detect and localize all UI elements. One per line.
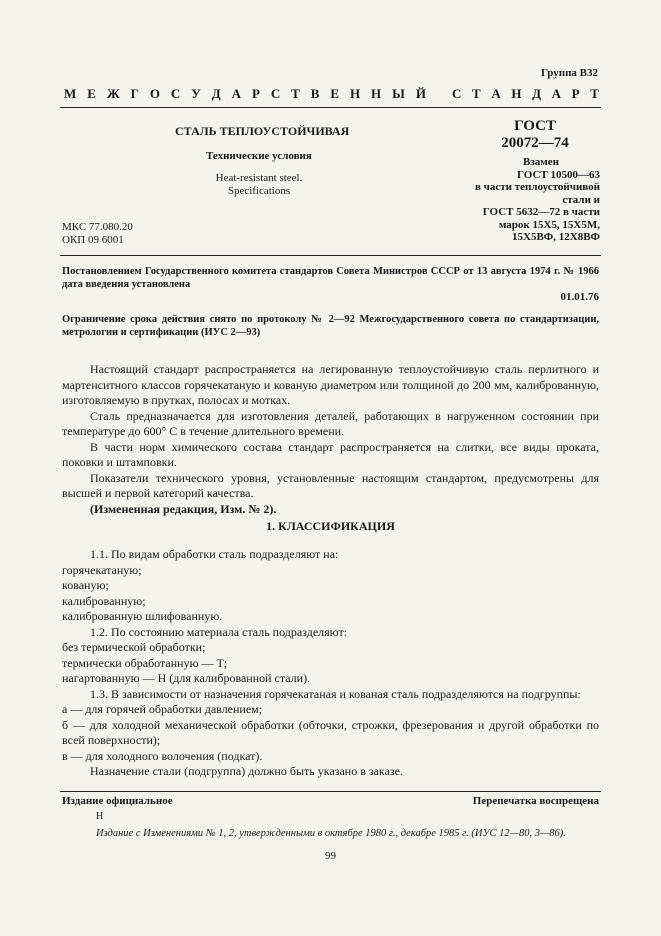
heading-letter: Н (349, 86, 361, 101)
heading-letter: Е (330, 86, 340, 101)
footer-mark: Н (96, 811, 104, 822)
gost-number (470, 118, 600, 152)
list-item: кованую; (62, 578, 109, 592)
replace-line: в части теплоустойчивой (474, 181, 600, 193)
replace-line: ГОСТ 10500—63 (517, 168, 600, 181)
gost-code: 20072—74 (501, 135, 569, 151)
heading-letter: Н (511, 86, 522, 101)
decree-text: Постановлением Государственного комитета стандартов Совета Министров СССР от 13 августа 1974 г. № 1966 дата введения установлена (62, 266, 599, 290)
footer-rule (60, 791, 601, 792)
list-item: горячекатаную; (62, 562, 142, 577)
replace-line: стали и (562, 193, 600, 206)
list-item: калиброванную; (62, 593, 146, 608)
heading-letter: Т (291, 86, 300, 101)
page-number: 99 (325, 850, 336, 862)
document-title: СТАЛЬ ТЕПЛОУСТОЙЧИВАЯ (175, 124, 350, 138)
official-edition: Издание официальное (62, 795, 173, 807)
heading-letter: Е (87, 86, 96, 101)
effective-date: 01.01.76 (560, 291, 599, 303)
standard-heading (64, 86, 599, 102)
intro-body (62, 362, 599, 517)
mks-code: МКС 77.080.20 (62, 221, 133, 233)
standard-word-standard (452, 86, 599, 102)
english-title (214, 172, 304, 198)
heading-letter: А (231, 86, 241, 101)
group-code: Группа В32 (540, 67, 598, 79)
replacement-note (462, 156, 600, 244)
heading-letter: М (64, 86, 77, 101)
replace-line: марок 15X5, 15Х5М, (498, 218, 600, 231)
section-heading: 1. КЛАССИФИКАЦИЯ (266, 519, 395, 533)
edition-note: Издание с Изменениями № 1, 2, утвержденными в октябре 1980 г., декабре 1985 г. (ИУС 12—80, 3—86). (96, 828, 566, 839)
limit-text: Ограничение срока действия снято по протоколу № 2—92 Межгосударственного совета по стандартизации, метрологии и сертификации (ИУС 2—93) (62, 314, 599, 338)
heading-letter: Ы (392, 86, 405, 101)
amendment-note: (Измененная редакция, Изм. № 2). (90, 501, 277, 516)
classification-codes (62, 221, 133, 247)
heading-letter: Р (571, 86, 580, 101)
document-subtitle: Технические условия (206, 150, 312, 162)
english-title-line-1: Heat-resistant steel. (215, 172, 303, 184)
intro-paragraph: Настоящий стандарт распространяется на легированную теплоустойчивую сталь перлитного и мартенситного классов горячекатаную и кованую диаметром или толщиной до 200 мм, калиброванную, изготовляемую в прутках, полосах и мотках. (62, 362, 599, 407)
okp-code: ОКП 09 6001 (62, 234, 124, 246)
classification-list (62, 547, 599, 780)
list-item: калиброванную шлифованную. (62, 609, 223, 623)
replace-line: ГОСТ 5632—72 в части (482, 206, 600, 218)
reprint-prohibited: Перепечатка воспрещена (472, 795, 599, 807)
heading-letter: В (310, 86, 320, 101)
top-rule (60, 107, 601, 108)
heading-letter: Т (472, 86, 481, 101)
clause: 1.1. По видам обработки сталь подразделяют на: (90, 547, 339, 561)
list-item: термически обработанную — Т; (62, 655, 228, 670)
clause: 1.2. По состоянию материала сталь подразделяют: (90, 624, 348, 639)
heading-letter: Р (251, 86, 260, 101)
intro-paragraph: Сталь предназначается для изготовления деталей, работающих в нагруженном состоянии при температуре до 600° С в течение длительного времени. (62, 408, 599, 438)
intro-paragraph: Показатели технического уровня, установленные настоящим стандартом, предусмотрены для высшей и первой категорий качества. (62, 470, 599, 500)
heading-letter: А (491, 86, 501, 101)
heading-letter: С (170, 86, 181, 101)
heading-letter: С (270, 86, 281, 101)
heading-letter: У (191, 86, 201, 101)
heading-letter: Т (590, 86, 599, 101)
list-item: без термической обработки; (62, 640, 206, 654)
gost-label: ГОСТ (514, 118, 556, 134)
intro-paragraph: В части норм химического состава стандарт распространяется на слитки, все виды проката, поковки и штамповки. (62, 439, 599, 469)
mid-rule (60, 255, 601, 256)
list-item: б — для холодной механической обработки (обточки, строжки, фрезерования и другой обработки по всей поверхности); (62, 717, 599, 747)
heading-letter: А (551, 86, 562, 101)
standard-word-interstate (64, 86, 426, 102)
heading-letter: С (452, 86, 462, 101)
replace-line: Взамен (523, 156, 559, 168)
list-item: а — для горячей обработки давлением; (62, 702, 263, 716)
list-item: нагартованную — Н (для калиброванной стали). (62, 671, 311, 685)
heading-letter: О (149, 86, 160, 101)
heading-letter: Д (211, 86, 221, 101)
heading-letter: Й (415, 86, 426, 101)
clause: Назначение стали (подгруппа) должно быть указано в заказе. (90, 764, 403, 778)
heading-letter: Н (371, 86, 382, 101)
heading-letter: Ж (106, 86, 120, 101)
heading-letter: Г (130, 86, 139, 101)
heading-letter: Д (532, 86, 542, 101)
replace-line: 15Х5ВФ, 12Х8ВФ (512, 231, 600, 243)
list-item: в — для холодного волочения (подкат). (62, 748, 263, 763)
clause: 1.3. В зависимости от назначения горячекатаная и кованая сталь подразделяются на подгруппы: (90, 686, 581, 701)
english-title-line-2: Specifications (227, 185, 291, 197)
